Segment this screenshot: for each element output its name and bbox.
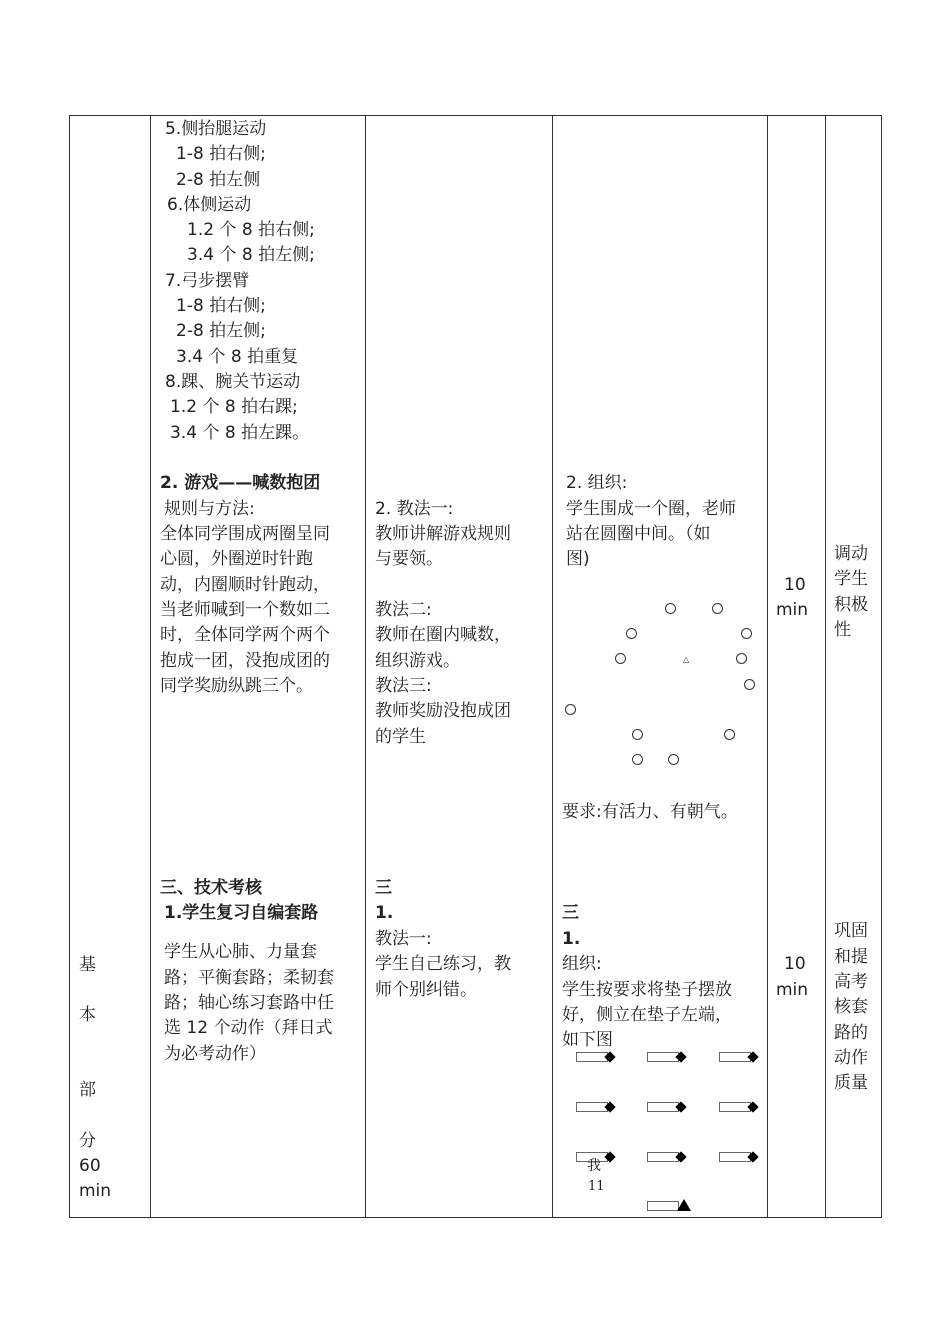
student-circle-icon bbox=[712, 603, 723, 614]
purpose-line: 路的 bbox=[834, 1023, 868, 1043]
org-assess-num: 1. bbox=[562, 929, 581, 949]
purpose-line: 高考 bbox=[834, 972, 868, 992]
org-line: 如下图 bbox=[562, 1030, 613, 1050]
game-line: 抱成一团，没抱成团的 bbox=[160, 651, 330, 671]
column-divider bbox=[365, 116, 366, 1217]
section-label-char: 部 bbox=[79, 1080, 96, 1100]
exercise-line: 3.4 个 8 拍左踝。 bbox=[170, 423, 310, 443]
exercise-line: 1.2 个 8 拍右踝; bbox=[170, 397, 298, 417]
column-divider bbox=[767, 116, 768, 1217]
game-line: 时，全体同学两个两个 bbox=[160, 625, 330, 645]
mat-icon bbox=[647, 1102, 691, 1114]
org-line: 图) bbox=[566, 549, 590, 569]
org-line: 站在圆圈中间。（如 bbox=[566, 524, 711, 544]
org-assess-head: 三 bbox=[562, 903, 579, 923]
assessment-line: 选 12 个动作（拜日式 bbox=[164, 1018, 333, 1038]
org-line: 2. 组织: bbox=[566, 473, 628, 493]
org-line: 学生围成一个圈，老师 bbox=[566, 499, 736, 519]
exercise-line: 1-8 拍右侧; bbox=[176, 144, 266, 164]
method-line: 教法二: bbox=[375, 600, 432, 620]
exercise-line: 1.2 个 8 拍右侧; bbox=[187, 220, 315, 240]
exercise-line: 2-8 拍左侧; bbox=[176, 321, 266, 341]
method-line: 组织游戏。 bbox=[375, 651, 460, 671]
mat-icon bbox=[647, 1052, 691, 1064]
mat-icon bbox=[719, 1102, 763, 1114]
purpose-line: 质量 bbox=[834, 1073, 868, 1093]
column-divider bbox=[150, 116, 151, 1217]
student-circle-icon bbox=[632, 754, 643, 765]
mat-icon bbox=[576, 1052, 620, 1064]
mat-icon bbox=[719, 1152, 763, 1164]
method-line: 教师奖励没抱成团 bbox=[375, 701, 511, 721]
purpose-line: 核套 bbox=[834, 997, 868, 1017]
purpose-line: 调动 bbox=[834, 544, 868, 564]
method-line: 教师讲解游戏规则 bbox=[375, 524, 511, 544]
org-line: 学生按要求将垫子摆放 bbox=[562, 980, 732, 1000]
method-line: 教法三: bbox=[375, 676, 432, 696]
game-title: 2. 游戏——喊数抱团 bbox=[160, 473, 321, 493]
game-line: 动，内圈顺时针跑动， bbox=[160, 575, 330, 595]
assessment-line: 路；轴心练习套路中任 bbox=[164, 993, 334, 1013]
column-divider bbox=[552, 116, 553, 1217]
time-value: 10 bbox=[784, 575, 806, 595]
mat-icon bbox=[576, 1102, 620, 1114]
time-unit: min bbox=[776, 600, 809, 620]
exercise-line: 6.体侧运动 bbox=[167, 195, 252, 215]
purpose-line: 学生 bbox=[834, 569, 868, 589]
method-assess-num: 1. bbox=[375, 903, 394, 923]
method-line: 2. 教法一: bbox=[375, 499, 454, 519]
teacher-triangle-icon: △ bbox=[683, 655, 690, 664]
teacher-label: 我 bbox=[587, 1158, 601, 1174]
student-circle-icon bbox=[724, 729, 735, 740]
exercise-line: 5.侧抬腿运动 bbox=[165, 119, 267, 139]
student-circle-icon bbox=[665, 603, 676, 614]
column-divider bbox=[825, 116, 826, 1217]
assessment-title: 三、技术考核 bbox=[160, 878, 262, 898]
student-circle-icon bbox=[744, 679, 755, 690]
purpose-line: 动作 bbox=[834, 1048, 868, 1068]
mat-icon bbox=[719, 1052, 763, 1064]
purpose-line: 积极 bbox=[834, 595, 868, 615]
section-label-char: 基 bbox=[79, 955, 96, 975]
student-circle-icon bbox=[741, 628, 752, 639]
method-line: 教法一: bbox=[375, 929, 432, 949]
org-requirement: 要求:有活力、有朝气。 bbox=[562, 802, 738, 822]
assessment-subtitle: 1.学生复习自编套路 bbox=[164, 903, 319, 923]
org-line: 组织: bbox=[562, 954, 602, 974]
time-value: 10 bbox=[784, 954, 806, 974]
section-label-char: 本 bbox=[79, 1005, 96, 1025]
method-line: 师个别纠错。 bbox=[375, 980, 477, 1000]
student-circle-icon bbox=[565, 704, 576, 715]
student-circle-icon bbox=[736, 653, 747, 664]
game-line: 全体同学围成两圈呈同 bbox=[160, 524, 330, 544]
exercise-line: 1-8 拍右侧; bbox=[176, 296, 266, 316]
exercise-line: 3.4 个 8 拍左侧; bbox=[187, 245, 315, 265]
purpose-line: 巩固 bbox=[834, 921, 868, 941]
exercise-line: 2-8 拍左侧 bbox=[176, 170, 261, 190]
student-circle-icon bbox=[632, 729, 643, 740]
assessment-line: 学生从心肺、力量套 bbox=[164, 942, 317, 962]
section-duration: 60 bbox=[79, 1156, 101, 1176]
org-line: 好，侧立在垫子左端， bbox=[562, 1005, 732, 1025]
method-line: 教师在圈内喊数， bbox=[375, 625, 511, 645]
assessment-line: 为必考动作） bbox=[164, 1044, 266, 1064]
student-circle-icon bbox=[668, 754, 679, 765]
purpose-line: 性 bbox=[834, 620, 851, 640]
game-line: 同学奖励纵跳三个。 bbox=[160, 676, 313, 696]
section-duration-unit: min bbox=[79, 1181, 112, 1201]
method-assess-head: 三 bbox=[375, 878, 392, 898]
mat-icon bbox=[647, 1152, 691, 1164]
purpose-line: 和提 bbox=[834, 947, 868, 967]
assessment-line: 路；平衡套路；柔韧套 bbox=[164, 968, 334, 988]
section-label-char: 分 bbox=[79, 1131, 96, 1151]
method-line: 的学生 bbox=[375, 727, 426, 747]
time-unit: min bbox=[776, 980, 809, 1000]
teacher-mat-icon bbox=[647, 1201, 691, 1213]
exercise-line: 3.4 个 8 拍重复 bbox=[176, 347, 299, 367]
method-line: 学生自己练习，教 bbox=[375, 954, 511, 974]
game-line: 心圆，外圈逆时针跑 bbox=[160, 549, 313, 569]
game-line: 当老师喊到一个数如二 bbox=[160, 600, 330, 620]
method-line: 与要领。 bbox=[375, 549, 443, 569]
exercise-line: 7.弓步摆臂 bbox=[165, 271, 250, 291]
game-line: 规则与方法: bbox=[164, 499, 255, 519]
exercise-line: 8.踝、腕关节运动 bbox=[165, 372, 301, 392]
student-circle-icon bbox=[626, 628, 637, 639]
teacher-number: 11 bbox=[588, 1179, 605, 1194]
student-circle-icon bbox=[615, 653, 626, 664]
